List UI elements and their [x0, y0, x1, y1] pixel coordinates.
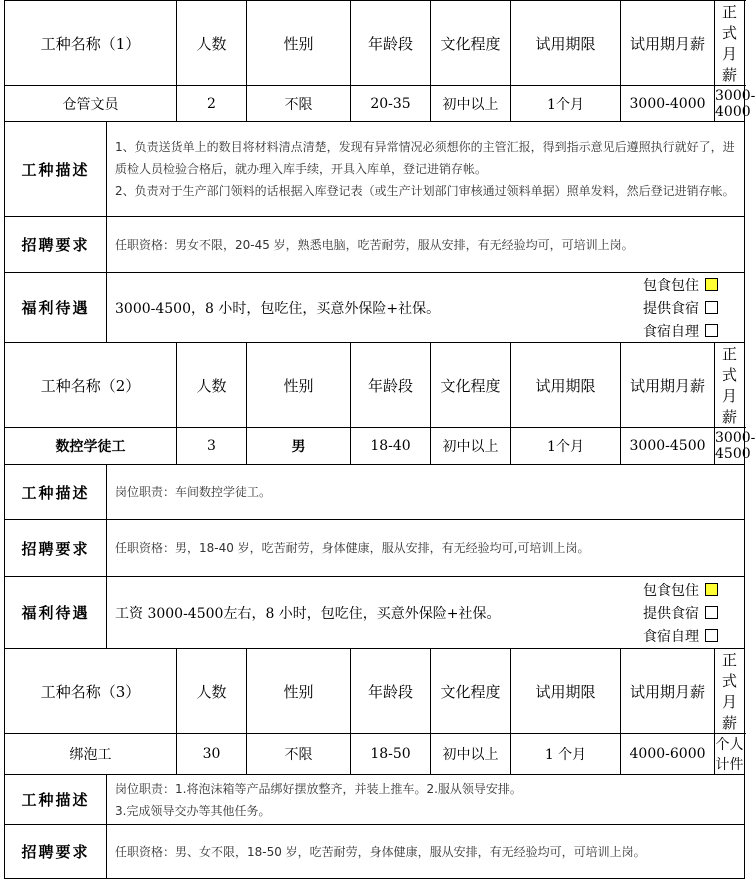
probation-header: 试用期限	[511, 1, 621, 86]
gender-header: 性别	[247, 1, 351, 86]
job-1-desc	[107, 122, 745, 217]
checkbox-icon[interactable]	[705, 629, 718, 642]
job-1-benefit-row	[5, 273, 745, 343]
job-3-desc-line-2: 3.完成领导交办等其他任务。	[115, 803, 271, 818]
job-1-desc-label: 工种描述	[5, 122, 107, 217]
job-1-option-self-arranged[interactable]: 食宿自理	[643, 319, 718, 342]
formal-salary-header: 正式月薪	[715, 1, 745, 86]
job-1-value-row	[5, 86, 745, 122]
checkbox-icon[interactable]	[705, 324, 718, 337]
job-2-benefit-label: 福利待遇	[5, 577, 107, 649]
job-1-count: 2	[177, 86, 247, 122]
count-header: 人数	[177, 1, 247, 86]
job-3-probation-salary: 4000-6000	[621, 734, 715, 775]
job-1-desc-line-1: 1、负责送货单上的数目将材料清点清楚，发现有异常情况必须想你的主管汇报，得到指示意见后遵照执行就好了，进质检人员检验合格后，就办理入库手续，开具入库单，登记进销存帐。	[115, 140, 735, 176]
job-2-desc: 岗位职责：车间数控学徒工。	[107, 465, 745, 520]
job-3-desc-label: 工种描述	[5, 775, 107, 825]
job-3-req-label: 招聘要求	[5, 825, 107, 879]
job-2-benefit-row	[5, 577, 745, 649]
education-header: 文化程度	[431, 1, 511, 86]
job-1-desc-row	[5, 122, 745, 217]
job-3-probation: 1 个月	[511, 734, 621, 775]
probation-salary-header: 试用期月薪	[621, 1, 715, 86]
job-3-requirement: 任职资格：男、女不限，18-50 岁，吃苦耐劳，身体健康，服从安排，有无经验均可，可培训上岗。	[107, 825, 745, 879]
job-2-formal-salary: 3000-4500	[715, 428, 745, 465]
job-3-education: 初中以上	[431, 734, 511, 775]
job-1-probation-salary: 3000-4000	[621, 86, 715, 122]
formal-salary-header: 正式月薪	[715, 649, 745, 734]
checkbox-icon[interactable]	[705, 301, 718, 314]
job-3-desc	[107, 775, 745, 825]
job-3-req-row	[5, 825, 745, 879]
job-3-title-header: 工种名称（3）	[5, 649, 177, 734]
job-1-header-row	[5, 1, 745, 86]
count-header: 人数	[177, 343, 247, 428]
gender-header: 性别	[247, 343, 351, 428]
probation-salary-header: 试用期月薪	[621, 649, 715, 734]
job-2-name: 数控学徒工	[5, 428, 177, 465]
education-header: 文化程度	[431, 343, 511, 428]
job-3-value-row	[5, 734, 745, 775]
job-2-option-self-arranged[interactable]: 食宿自理	[643, 624, 718, 647]
job-3-desc-line-1: 岗位职责：1.将泡沫箱等产品绑好摆放整齐，并装上推车。2.服从领导安排。	[115, 781, 522, 796]
probation-header: 试用期限	[511, 649, 621, 734]
job-1-age: 20-35	[351, 86, 431, 122]
job-2-title-header: 工种名称（2）	[5, 343, 177, 428]
recruitment-table	[4, 0, 755, 879]
job-1-requirement: 任职资格：男女不限，20-45 岁，熟悉电脑，吃苦耐劳，服从安排，有无经验均可，可培训上岗。	[107, 217, 745, 273]
job-2-header-row	[5, 343, 745, 428]
job-3-name: 绑泡工	[5, 734, 177, 775]
job-1-option-meals-housing[interactable]: 包食包住	[643, 273, 718, 296]
job-2-benefit-cell	[107, 577, 745, 649]
job-2-gender: 男	[247, 428, 351, 465]
job-3-gender: 不限	[247, 734, 351, 775]
job-1-req-row	[5, 217, 745, 273]
job-2-option-provide-housing[interactable]: 提供食宿	[643, 601, 718, 624]
job-1-housing-options	[643, 273, 744, 342]
job-1-benefit-cell	[107, 273, 745, 343]
job-2-probation-salary: 3000-4500	[621, 428, 715, 465]
job-2-probation: 1个月	[511, 428, 621, 465]
job-1-gender: 不限	[247, 86, 351, 122]
job-2-req-row	[5, 520, 745, 577]
job-1-benefit-label: 福利待遇	[5, 273, 107, 343]
job-1-req-label: 招聘要求	[5, 217, 107, 273]
job-2-requirement: 任职资格：男，18-40 岁，吃苦耐劳，身体健康，服从安排，有无经验均可,可培训上岗。	[107, 520, 745, 577]
job-2-req-label: 招聘要求	[5, 520, 107, 577]
job-3-desc-row	[5, 775, 745, 825]
age-header: 年龄段	[351, 649, 431, 734]
job-3-formal-salary: 个人计件	[715, 734, 745, 775]
job-1-education: 初中以上	[431, 86, 511, 122]
job-2-value-row	[5, 428, 745, 465]
job-2-option-meals-housing[interactable]: 包食包住	[643, 578, 718, 601]
job-1-title-header: 工种名称（1）	[5, 1, 177, 86]
education-header: 文化程度	[431, 649, 511, 734]
job-2-benefit-text: 工资 3000-4500左右，8 小时，包吃住，买意外保险+社保。	[115, 605, 501, 622]
job-1-desc-line-2: 2、负责对于生产部门领料的话根据入库登记表（或生产计划部门审核通过领料单据）照单发料，然后登记进销存帐。	[115, 184, 735, 198]
job-2-education: 初中以上	[431, 428, 511, 465]
job-1-name: 仓管文员	[5, 86, 177, 122]
age-header: 年龄段	[351, 343, 431, 428]
job-1-benefit-text: 3000-4500，8 小时，包吃住，买意外保险+社保。	[115, 300, 441, 317]
count-header: 人数	[177, 649, 247, 734]
checkbox-icon[interactable]	[705, 583, 718, 596]
job-1-option-provide-housing[interactable]: 提供食宿	[643, 296, 718, 319]
checkbox-icon[interactable]	[705, 606, 718, 619]
probation-header: 试用期限	[511, 343, 621, 428]
job-2-age: 18-40	[351, 428, 431, 465]
job-3-header-row	[5, 649, 745, 734]
job-2-count: 3	[177, 428, 247, 465]
age-header: 年龄段	[351, 1, 431, 86]
job-2-housing-options	[643, 578, 744, 647]
job-1-formal-salary: 3000-4000	[715, 87, 755, 120]
job-2-desc-label: 工种描述	[5, 465, 107, 520]
probation-salary-header: 试用期月薪	[621, 343, 715, 428]
job-2-desc-row	[5, 465, 745, 520]
formal-salary-header: 正式月薪	[715, 343, 745, 428]
job-1-probation: 1个月	[511, 86, 621, 122]
job-3-age: 18-50	[351, 734, 431, 775]
job-3-count: 30	[177, 734, 247, 775]
checkbox-icon[interactable]	[705, 278, 718, 291]
gender-header: 性别	[247, 649, 351, 734]
